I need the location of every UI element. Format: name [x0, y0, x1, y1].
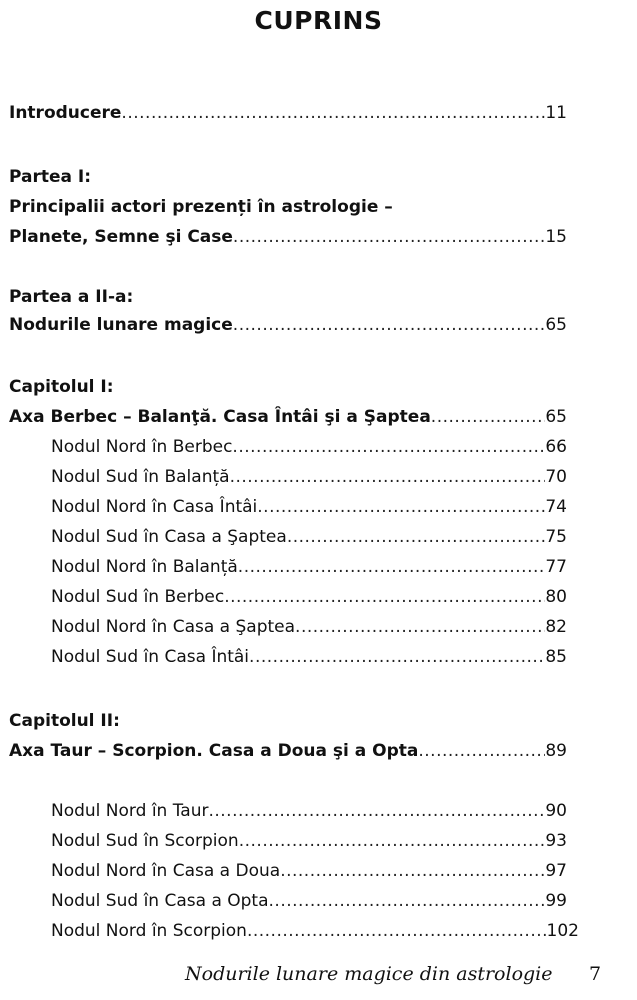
toc-label: Nodul Sud în Casa a Şaptea: [51, 527, 287, 547]
toc-page: 65: [545, 407, 567, 427]
toc-page: 11: [545, 103, 567, 123]
dot-leader: [239, 831, 546, 851]
toc-subentry[interactable]: [51, 437, 567, 463]
toc-subentry[interactable]: [51, 921, 579, 947]
toc-page: 70: [545, 467, 567, 487]
toc-page: 89: [545, 741, 567, 761]
toc-label: Axa Taur – Scorpion. Casa a Doua şi a Opta: [9, 741, 419, 761]
toc-label: Nodul Nord în Berbec: [51, 437, 233, 457]
dot-leader: [247, 921, 547, 941]
dot-leader: [431, 407, 546, 427]
toc-label: Nodul Nord în Casa a Şaptea: [51, 617, 296, 637]
dot-leader: [208, 801, 545, 821]
toc-page: 80: [545, 587, 567, 607]
toc-label: Introducere: [9, 103, 122, 123]
toc-subentry[interactable]: [51, 861, 567, 887]
part-heading: Partea I:: [9, 167, 92, 187]
dot-leader: [418, 741, 545, 761]
dot-leader: [224, 587, 545, 607]
dot-leader: [233, 315, 546, 335]
toc-subentry[interactable]: [51, 557, 567, 583]
dot-leader: [230, 467, 546, 487]
toc-label: Nodul Nord în Balanță: [51, 557, 238, 577]
part-subtitle: Principalii actori prezenți în astrologie –: [9, 197, 393, 217]
toc-label: Nodurile lunare magice: [9, 315, 233, 335]
page-title: CUPRINS: [254, 6, 383, 35]
toc-page: 75: [545, 527, 567, 547]
toc-subentry[interactable]: [51, 497, 567, 523]
toc-page: 85: [545, 647, 567, 667]
toc-label: Nodul Sud în Scorpion: [51, 831, 239, 851]
chapter-heading: Capitolul II:: [9, 711, 120, 731]
toc-page: 90: [545, 801, 567, 821]
toc-subentry[interactable]: [51, 587, 567, 613]
toc-page: 93: [545, 831, 567, 851]
dot-leader: [121, 103, 545, 123]
toc-label: Nodul Nord în Casa a Doua: [51, 861, 281, 881]
toc-subentry[interactable]: [51, 467, 567, 493]
toc-label: Nodul Sud în Casa a Opta: [51, 891, 269, 911]
toc-subentry[interactable]: [51, 891, 567, 917]
dot-leader: [295, 617, 545, 637]
page-number: 7: [589, 963, 602, 985]
dot-leader: [233, 227, 545, 247]
toc-entry-introducere[interactable]: [9, 103, 567, 129]
toc-subentry[interactable]: [51, 801, 567, 827]
toc-label: Nodul Sud în Berbec: [51, 587, 225, 607]
dot-leader: [280, 861, 545, 881]
toc-page: 65: [545, 315, 567, 335]
toc-entry-chapter2[interactable]: [9, 741, 567, 767]
toc-page: 99: [545, 891, 567, 911]
toc-subentry[interactable]: [51, 527, 567, 553]
toc-page: 77: [545, 557, 567, 577]
toc-page: 66: [545, 437, 567, 457]
dot-leader: [269, 891, 546, 911]
toc-subentry[interactable]: [51, 617, 567, 643]
toc-entry-part2[interactable]: [9, 315, 567, 341]
part-heading: Partea a II-a:: [9, 287, 134, 307]
toc-label: Nodul Nord în Scorpion: [51, 921, 247, 941]
toc-subentry[interactable]: [51, 647, 567, 673]
toc-label: Planete, Semne şi Case: [9, 227, 233, 247]
toc-page: 102: [546, 921, 579, 941]
toc-label: Nodul Nord în Casa Întâi: [51, 497, 258, 517]
chapter-heading: Capitolul I:: [9, 377, 114, 397]
toc-label: Nodul Nord în Taur: [51, 801, 209, 821]
toc-entry-part1[interactable]: [9, 227, 567, 253]
toc-page: 97: [545, 861, 567, 881]
toc-page: 74: [545, 497, 567, 517]
toc-subentry[interactable]: [51, 831, 567, 857]
running-footer: Nodurile lunare magice din astrologie: [185, 963, 553, 985]
dot-leader: [238, 557, 546, 577]
toc-label: Nodul Sud în Casa Întâi: [51, 647, 250, 667]
dot-leader: [232, 437, 545, 457]
toc-label: Nodul Sud în Balanță: [51, 467, 230, 487]
toc-page: 82: [545, 617, 567, 637]
toc-page: 15: [545, 227, 567, 247]
dot-leader: [257, 497, 545, 517]
toc-label: Axa Berbec – Balanţă. Casa Întâi şi a Şaptea: [9, 407, 431, 427]
dot-leader: [287, 527, 546, 547]
dot-leader: [249, 647, 545, 667]
toc-entry-chapter1[interactable]: [9, 407, 567, 433]
